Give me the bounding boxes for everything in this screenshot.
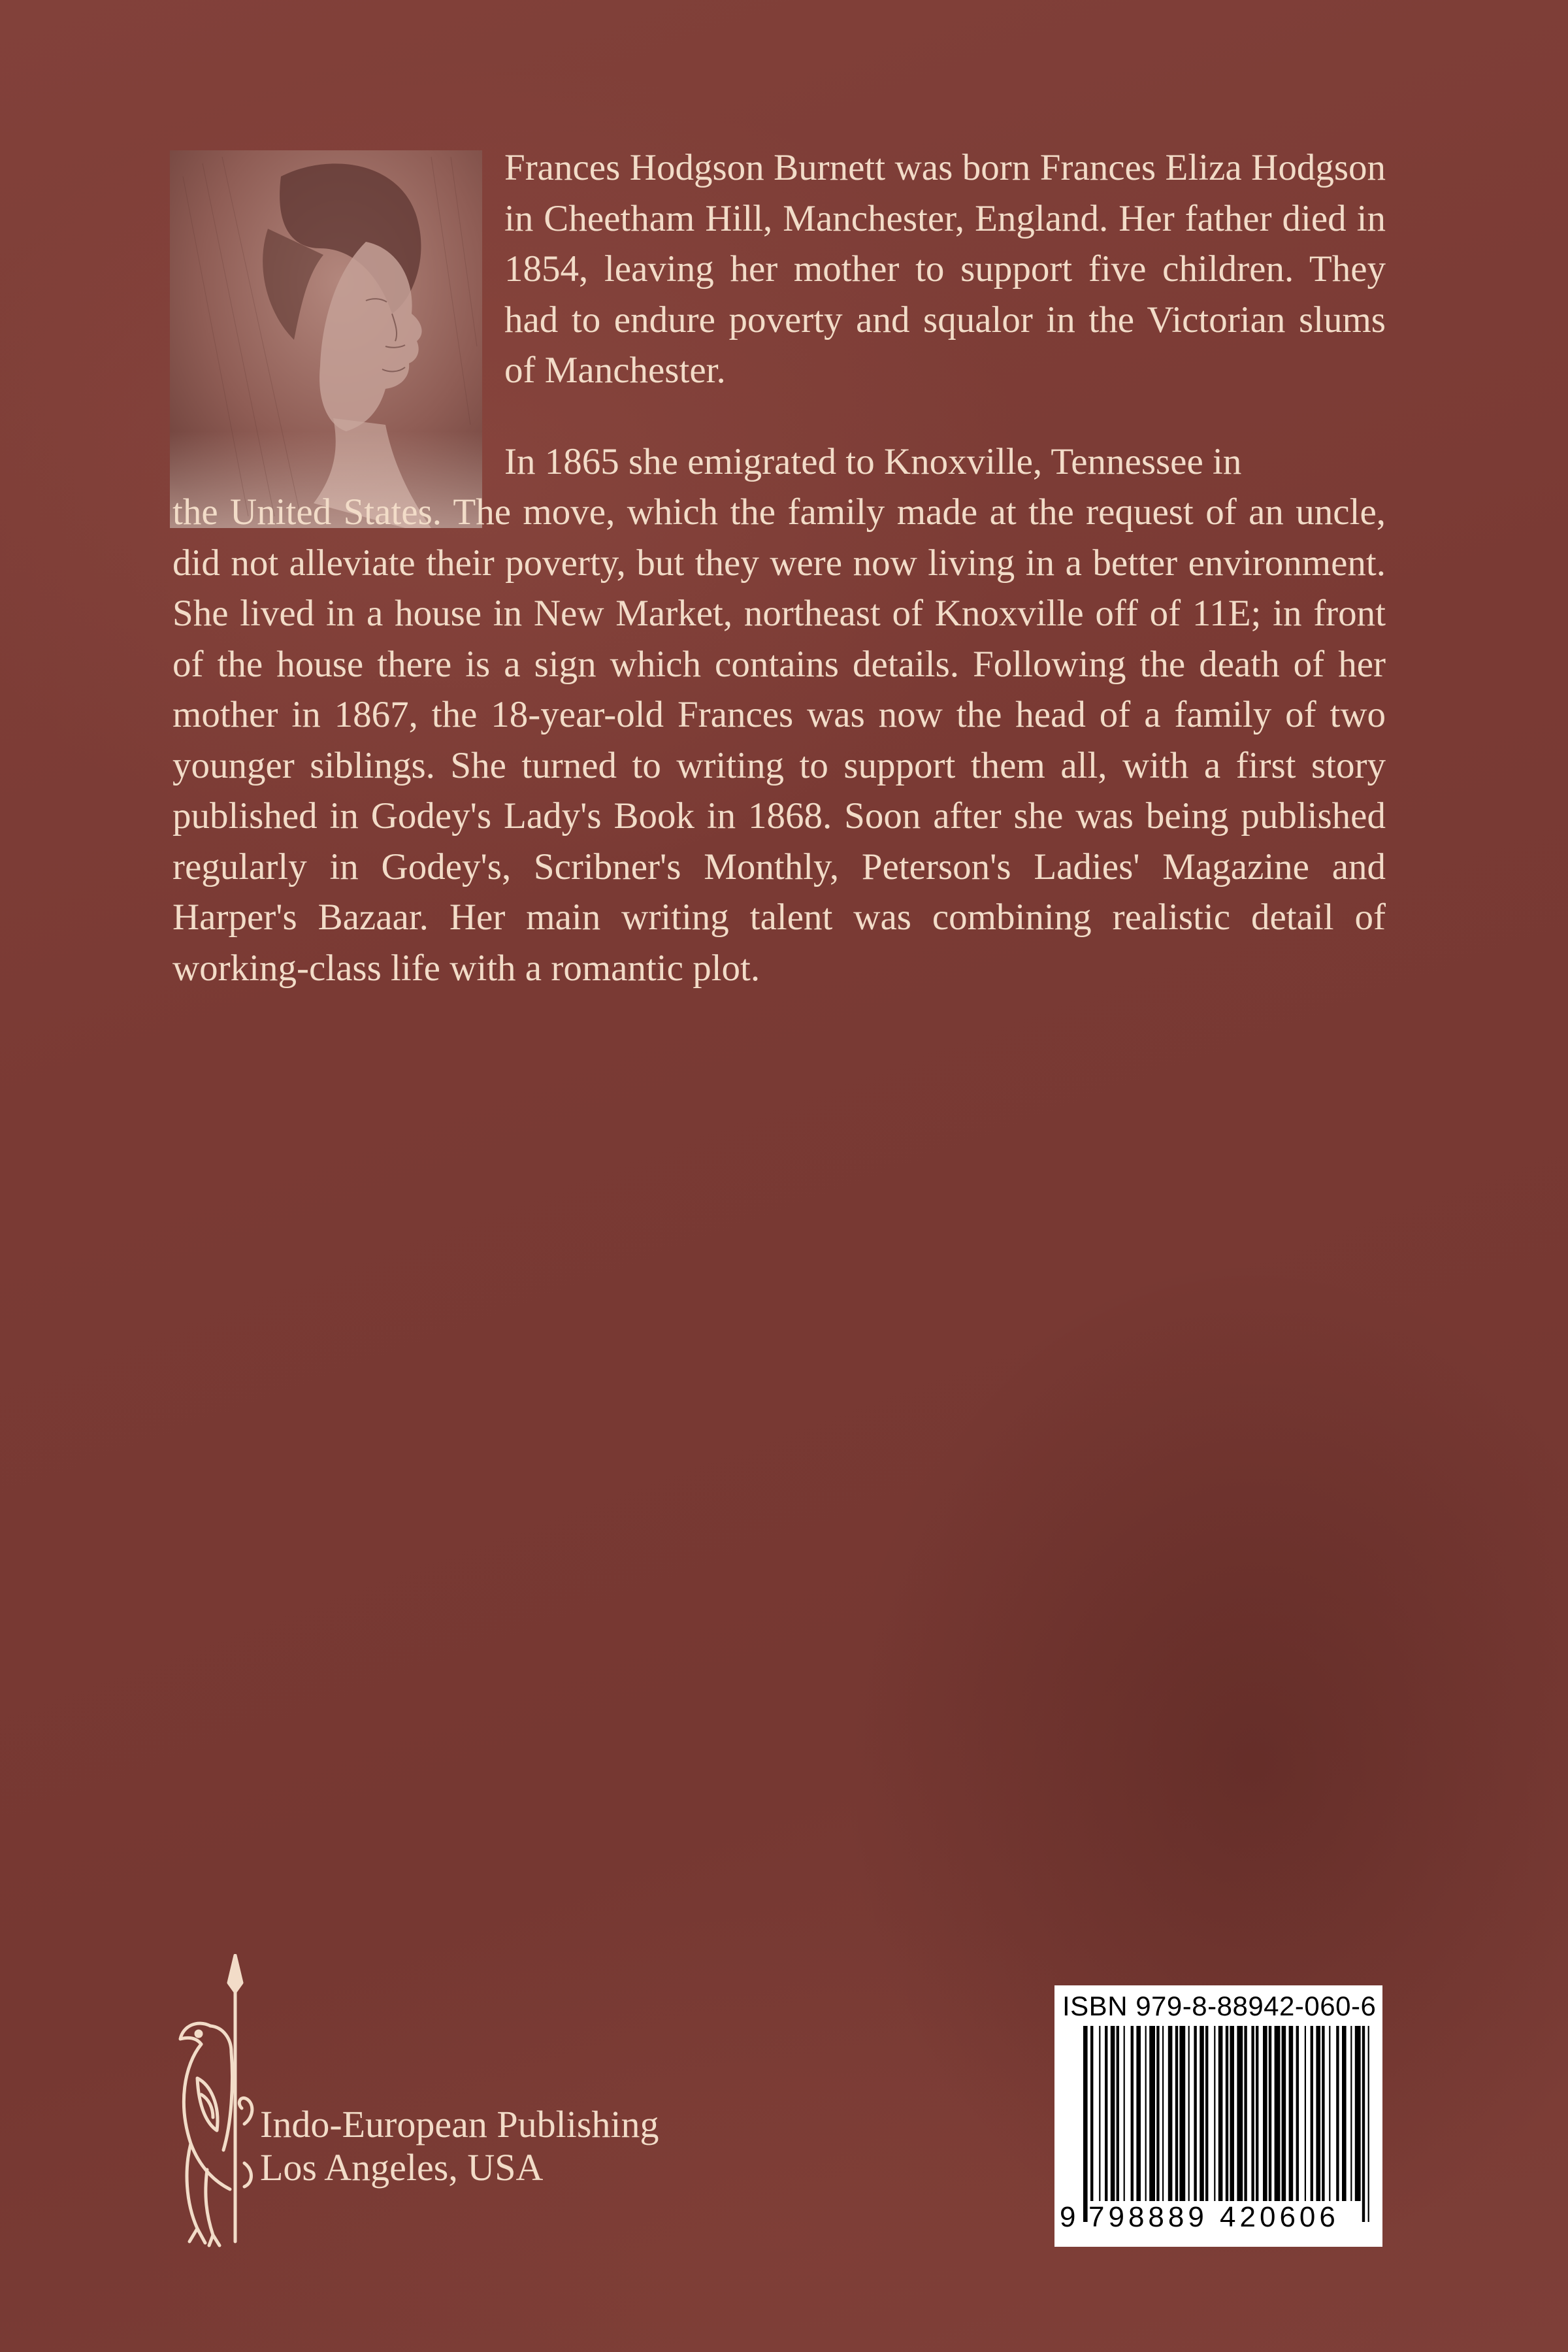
isbn-label: ISBN 979-8-88942-060-6 [1062, 1991, 1377, 2021]
barcode-bar [1145, 2026, 1147, 2201]
barcode-bar [1251, 2026, 1254, 2201]
barcode-bar [1282, 2026, 1286, 2201]
barcode-bar [1289, 2026, 1294, 2201]
publisher-location: Los Angeles, USA [260, 2146, 544, 2189]
barcode-bar [1214, 2026, 1215, 2222]
bio-paragraph-2 [172, 437, 1386, 994]
barcode-bar [1105, 2026, 1107, 2201]
barcode-bar [1226, 2026, 1228, 2201]
barcode-bar [1111, 2026, 1115, 2201]
barcode-bar [1200, 2026, 1204, 2201]
barcode-bar [1362, 2026, 1365, 2222]
isbn-barcode [1054, 1985, 1382, 2247]
barcode-bar [1218, 2026, 1223, 2222]
barcode-bar [1316, 2026, 1320, 2201]
ean-remaining-digits: 798889 420606 [1088, 2201, 1339, 2233]
barcode-bar [1156, 2026, 1159, 2201]
barcode-bar [1336, 2026, 1339, 2201]
barcode-bars [1064, 2026, 1373, 2222]
barcode-bar [1124, 2026, 1125, 2201]
barcode-bar [1322, 2026, 1324, 2201]
barcode-bar [1311, 2026, 1313, 2201]
barcode-bar [1230, 2026, 1234, 2201]
author-biography [172, 142, 1386, 993]
barcode-bar [1162, 2026, 1164, 2201]
barcode-bar [1083, 2026, 1088, 2222]
barcode-bar [1368, 2026, 1369, 2222]
barcode-bar [1149, 2026, 1155, 2201]
bird-with-spear-logo-icon [171, 1954, 256, 2248]
barcode-bar [1179, 2026, 1185, 2201]
bio-paragraph-2-body: the United States. The move, which the family made at the request of an uncle, did not alleviate their poverty, but they were now living in a better environment. She lived in a house in New Market, northeast of Knoxville off of 11E; in front of the house there is a sign which contains details. Following the death of her mother in 1867, the 18-year-old Frances was now the head of a family of two younger siblings. She turned to writing to support them all, with a first story published in Godey's Lady's Book in 1868. Soon after she was being published regularly in Godey's, Scribner's Monthly, Peterson's Ladies' Magazine and Harper's Bazaar. Her main writing talent was combining realistic detail of working-class life with a romantic plot. [172, 491, 1386, 989]
barcode-bar [1168, 2026, 1173, 2201]
barcode-bar [1256, 2026, 1258, 2201]
barcode-bar [1355, 2026, 1361, 2201]
barcode-bar [1099, 2026, 1100, 2201]
barcode-bar [1188, 2026, 1190, 2201]
barcode-bar [1131, 2026, 1134, 2201]
barcode-bar [1329, 2026, 1330, 2201]
barcode-bar [1205, 2026, 1208, 2201]
bio-paragraph-2-first-line: In 1865 she emigrated to Knoxville, Tennessee in [504, 440, 1242, 482]
barcode-bar [1296, 2026, 1299, 2201]
barcode-bar [1090, 2026, 1093, 2201]
bio-paragraph-1: Frances Hodgson Burnett was born Frances Eliza Hodgson in Cheetham Hill, Manchester, England. Her father died in 1854, leaving her mother to support five children. They had to endure poverty and squalor in the Victorian slums of Manchester. [504, 147, 1386, 391]
barcode-bar [1175, 2026, 1178, 2201]
barcode-bar [1269, 2026, 1271, 2201]
barcode-bar [1244, 2026, 1247, 2201]
barcode-bar [1194, 2026, 1196, 2201]
publisher-name: Indo-European Publishing [260, 2103, 659, 2145]
barcode-bar [1117, 2026, 1119, 2201]
barcode-bar [1263, 2026, 1267, 2201]
barcode-bar [1237, 2026, 1243, 2201]
barcode-bar [1305, 2026, 1306, 2201]
barcode-bar [1136, 2026, 1141, 2201]
barcode-bar [1275, 2026, 1281, 2201]
publisher-imprint [260, 2103, 659, 2189]
ean-first-digit: 9 [1060, 2201, 1076, 2233]
barcode-bar [1350, 2026, 1352, 2201]
barcode-bar [1342, 2026, 1347, 2201]
